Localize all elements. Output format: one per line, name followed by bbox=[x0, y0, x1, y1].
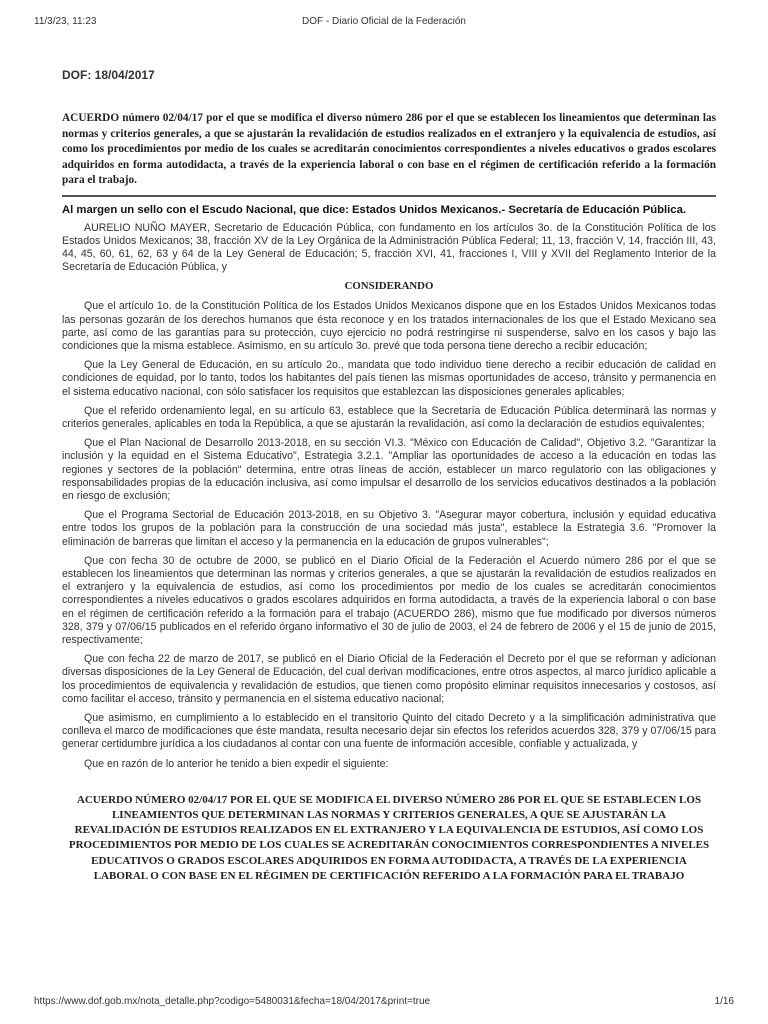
document-body bbox=[62, 68, 716, 884]
paragraph: Que el referido ordenamiento legal, en su artículo 63, establece que la Secretaría de Educación Pública determinará las normas y criterios generales, aplicables en toda la República, a que se ajustarán la revalidación, así como la declaración de estudios equivalentes; bbox=[62, 404, 716, 430]
paragraph: Que en razón de lo anterior he tenido a bien expedir el siguiente: bbox=[84, 757, 389, 770]
acuerdo-final-title: ACUERDO NÚMERO 02/04/17 POR EL QUE SE MODIFICA EL DIVERSO NÚMERO 286 POR EL QUE SE ESTABLECEN LOS LINEAMIENTOS QUE DETERMINAN LAS NORMAS Y CRITERIOS GENERALES, A QUE SE AJUSTARÁN LA REVALIDACIÓN DE ESTUDIOS REALIZADOS EN EL EXTRANJERO Y LA EQUIVALENCIA DE ESTUDIOS, ASÍ COMO LOS PROCEDIMIENTOS POR MEDIO DE LOS CUALES SE ACREDITARÁN CONOCIMIENTOS CORRESPONDIENTES A NIVELES EDUCATIVOS O GRADOS ESCOLARES ADQUIRIDOS EN FORMA AUTODIDACTA, A TRAVÉS DE LA EXPERIENCIA LABORAL O CON BASE EN EL RÉGIMEN DE CERTIFICACIÓN REFERIDO A LA FORMACIÓN PARA EL TRABAJO bbox=[68, 793, 710, 882]
page-url: https://www.dof.gob.mx/nota_detalle.php?codigo=5480031&fecha=18/04/2017&print=true bbox=[34, 996, 431, 1007]
paragraph: Que asimismo, en cumplimiento a lo establecido en el transitorio Quinto del citado Decreto y a la simplificación administrativa que conlleva el marco de modificaciones que éste mandata, resulta necesario dejar sin efectos los referidos acuerdos 328, 379 y 07/06/15 para generar certidumbre jurídica a los ciudadanos al contar con una fuente de información accesible, confiable y actualizada, y bbox=[62, 712, 716, 751]
title-divider bbox=[62, 195, 716, 197]
margin-note: Al margen un sello con el Escudo Nacional, que dice: Estados Unidos Mexicanos.- Secretaría de Educación Pública. bbox=[62, 203, 687, 216]
considerando-heading: CONSIDERANDO bbox=[344, 280, 434, 293]
paragraph: Que el Plan Nacional de Desarrollo 2013-2018, en su sección VI.3. "México con Educación de Calidad", Objetivo 3.2. "Garantizar la inclusión y la equidad en el Sistema Educativo", Estrategia 3.2.1. "Ampliar las oportunidades de acceso a la educación en todas las regiones y sectores de la población" determina, entre otras líneas de acción, establecer un marco regulatorio con las obligaciones y responsabilidades propias de la educación inclusiva, así como impulsar el desarrollo de los servicios educativos destinados a la población en riesgo de exclusión; bbox=[62, 437, 716, 502]
paragraph: Que con fecha 22 de marzo de 2017, se publicó en el Diario Oficial de la Federación el Decreto por el que se reforman y adicionan diversas disposiciones de la Ley General de Educación, del cual derivan modificaciones, entre otros aspectos, al marco jurídico aplicable a los procedimientos de equivalencia y revalidación de estudios, que tienen como propósito eliminar requisitos innecesarios y costosos, así como facilitar el acceso, tránsito y permanencia en el sistema educativo nacional; bbox=[62, 653, 716, 705]
acuerdo-title: ACUERDO número 02/04/17 por el que se modifica el diverso número 286 por el que se establecen los lineamientos que determinan las normas y criterios generales, a que se ajustarán la revalidación de estudios realizados en el extranjero y la equivalencia de estudios, así como los procedimientos por medio de los cuales se acreditarán conocimientos correspondientes a niveles educativos o grados escolares adquiridos en forma autodidacta, a través de la experiencia laboral o con base en el régimen de certificación referido a la formación para el trabajo. bbox=[62, 112, 716, 186]
paragraph: Que la Ley General de Educación, en su artículo 2o., mandata que todo individuo tiene derecho a recibir educación de calidad en condiciones de equidad, por lo tanto, todos los habitantes del país tienen las mismas oportunidades de acceso, tránsito y permanencia en el sistema educativo nacional, con sólo satisfacer los requisitos que establezcan las disposiciones generales aplicables; bbox=[62, 359, 716, 398]
print-page-title: DOF - Diario Oficial de la Federación bbox=[302, 16, 466, 27]
paragraph: Que el artículo 1o. de la Constitución Política de los Estados Unidos Mexicanos dispone que en los Estados Unidos Mexicanos todas las personas gozarán de los derechos humanos que ésta reconoce y en los tratados internacionales de los que el Estado Mexicano sea parte, así como de las garantías para su protección, cuyo ejercicio no podrá restringirse ni suspenderse, salvo en los casos y bajo las condiciones que la misma establece. Asimismo, en su artículo 3o. prevé que toda persona tiene derecho a recibir educación; bbox=[62, 300, 716, 352]
paragraph: Que con fecha 30 de octubre de 2000, se publicó en el Diario Oficial de la Federación el Acuerdo número 286 por el que se establecen los lineamientos que determinan las normas y criterios generales, a que se ajustarán la revalidación de estudios realizados en el extranjero y la equivalencia de estudios, así como los procedimientos por medio de los cuales se acreditarán conocimientos correspondientes a niveles educativos o grados escolares adquiridos en forma autodidacta, a través de la experiencia laboral o con base en el régimen de certificación referido a la formación para el trabajo (ACUERDO 286), mismo que fue modificado por diversos números 328, 379 y 07/06/15 publicados en el referido órgano informativo el 30 de julio de 2003, el 24 de febrero de 2006 y el 15 de junio de 2015, respectivamente; bbox=[62, 554, 716, 646]
dof-date: DOF: 18/04/2017 bbox=[62, 68, 155, 82]
paragraph: Que el Programa Sectorial de Educación 2013-2018, en su Objetivo 3. "Asegurar mayor cobertura, inclusión y equidad educativa entre todos los grupos de la población para la construcción de una sociedad más justa", establece la Estrategia 3.6. "Promover la eliminación de barreras que limitan el acceso y la permanencia en la educación de grupos vulnerables"; bbox=[62, 509, 716, 548]
print-footer bbox=[34, 996, 734, 1010]
page-number: 1/16 bbox=[714, 996, 734, 1007]
print-datetime: 11/3/23, 11:23 bbox=[34, 16, 97, 27]
intro-paragraph: AURELIO NUÑO MAYER, Secretario de Educación Pública, con fundamento en los artículos 3o. de la Constitución Política de los Estados Unidos Mexicanos; 38, fracción XV de la Ley Orgánica de la Administración Pública Federal; 11, 13, fracción V, 14, fracción III, 43, 44, 45, 60, 61, 62, 63 y 64 de la Ley General de Educación; 5, fracción XVI, 41, fracciones I, VIII y XVII del Reglamento Interior de la Secretaría de Educación Pública, y bbox=[62, 221, 716, 274]
print-header bbox=[34, 16, 734, 30]
